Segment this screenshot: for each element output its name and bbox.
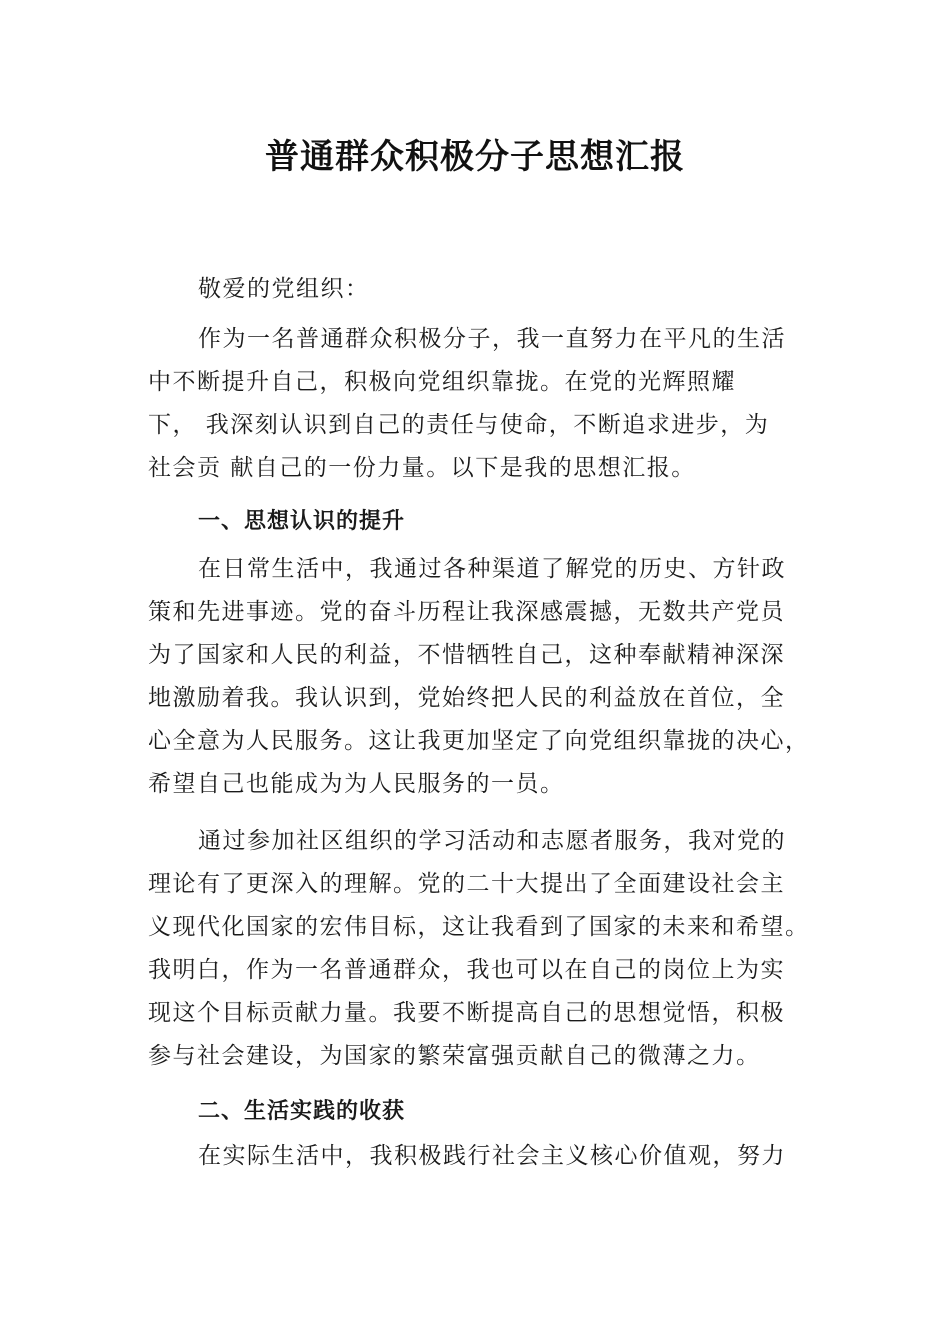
section1-paragraph-2 [148,820,838,1078]
section-heading-1 [148,500,838,543]
paragraph-line: 地激励着我。我认识到，党始终把人民的利益放在首位，全 [148,685,785,711]
section-heading-text: 一、思想认识的提升 [198,509,406,534]
paragraph-line: 社会贡 献自己的一份力量。以下是我的思想汇报。 [148,455,696,481]
section1-paragraph-1 [148,548,838,806]
paragraph-line: 希望自己也能成为为人民服务的一员。 [148,771,565,797]
section-heading-2 [148,1090,838,1133]
paragraph-line: 在实际生活中，我积极践行社会主义核心价值观，努力 [198,1143,786,1169]
salutation-text: 敬爱的党组织： [198,276,370,302]
paragraph-line: 现这个目标贡献力量。我要不断提高自己的思想觉悟，积极 [148,1000,785,1026]
paragraph-line: 理论有了更深入的理解。党的二十大提出了全面建设社会主 [148,871,785,897]
paragraph-line: 参与社会建设，为国家的繁荣富强贡献自己的微薄之力。 [148,1043,761,1069]
paragraph-line: 义现代化国家的宏伟目标，这让我看到了国家的未来和希望。 [148,914,810,940]
paragraph-line: 为了国家和人民的利益，不惜牺牲自己，这种奉献精神深深 [148,642,785,668]
paragraph-line: 作为一名普通群众积极分子，我一直努力在平凡的生活 [198,326,786,352]
document-title: 普通群众积极分子思想汇报 [265,137,685,177]
paragraph-line: 通过参加社区组织的学习活动和志愿者服务，我对党的 [198,828,786,854]
paragraph-line: 下， 我深刻认识到自己的责任与使命，不断追求进步，为 [148,412,770,438]
section-heading-text: 二、生活实践的收获 [198,1099,406,1124]
section2-paragraph-1 [148,1135,838,1178]
salutation [148,268,838,311]
paragraph-line: 我明白，作为一名普通群众，我也可以在自己的岗位上为实 [148,957,785,983]
intro-paragraph [148,318,838,490]
paragraph-line: 中不断提升自己，积极向党组织靠拢。在党的光辉照耀 [148,369,736,395]
paragraph-line: 心全意为人民服务。这让我更加坚定了向党组织靠拢的决心， [148,728,810,754]
paragraph-line: 在日常生活中，我通过各种渠道了解党的历史、方针政 [198,556,786,582]
paragraph-line: 策和先进事迹。党的奋斗历程让我深感震撼，无数共产党员 [148,599,785,625]
